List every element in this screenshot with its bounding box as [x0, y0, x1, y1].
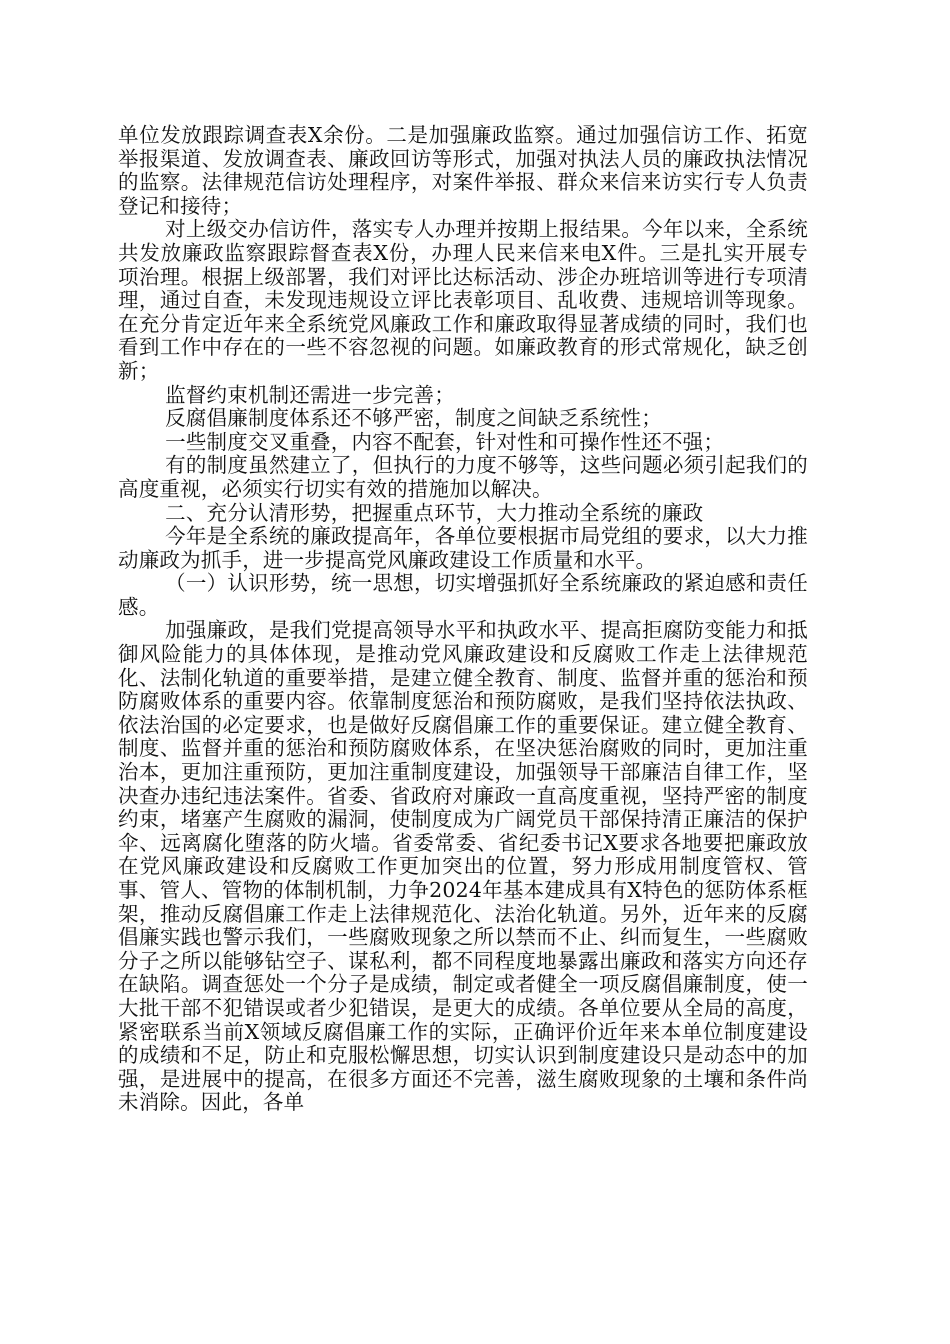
paragraph-3: 监督约束机制还需进一步完善； [165, 382, 455, 407]
paragraph-5: 一些制度交叉重叠，内容不配套，针对性和可操作性还不强； [165, 429, 725, 454]
paragraph-4: 反腐倡廉制度体系还不够严密，制度之间缺乏系统性； [165, 406, 662, 431]
paragraph-1: 单位发放跟踪调查表Ⅹ余份。二是加强廉政监察。通过加强信访工作、拓宽举报渠道、发放调查表、廉政回访等形式，加强对执法人员的廉政执法情况的监察。法律规范信访处理程序，对案件举报、群众来信来访实行专人负责登记和接待； [118, 123, 808, 218]
document-body [118, 124, 808, 1115]
paragraph-8: 加强廉政，是我们党提高领导水平和执政水平、提高拒腐防变能力和抵御风险能力的具体体现，是推动党风廉政建设和反腐败工作走上法律规范化、法制化轨道的重要举措，是建立健全教育、制度、监督并重的惩治和预防腐败体系的重要内容。依靠制度惩治和预防腐败，是我们坚持依法执政、依法治国的必定要求，也是做好反腐倡廉工作的重要保证。建立健全教育、制度、监督并重的惩治和预防腐败体系，在坚决惩治腐败的同时，更加注重治本，更加注重预防，更加注重制度建设，加强领导干部廉洁自律工作，坚决查办违纪违法案件。省委、省政府对廉政一直高度重视，坚持严密的制度约束，堵塞产生腐败的漏洞，使制度成为广阔党员干部保持清正廉洁的保护伞、远离腐化堕落的防火墙。省委常委、省纪委书记Ⅹ要求各地要把廉政放在党风廉政建设和反腐败工作更加突出的位置，努力形成用制度管权、管事、管人、管物的体制机制，力争2024年基本建成具有Ⅹ特色的惩防体系框架，推动反腐倡廉工作走上法律规范化、法治化轨道。另外，近年来的反腐倡廉实践也警示我们，一些腐败现象之所以禁而不止、纠而复生，一些腐败分子之所以能够钻空子、谋私利，都不同程度地暴露出廉政和落实方向还存在缺陷。调查惩处一个分子是成绩，制定或者健全一项反腐倡廉制度，使一大批干部不犯错误或者少犯错误，是更大的成绩。各单位要从全局的高度，紧密联系当前Ⅹ领域反腐倡廉工作的实际，正确评价近年来本单位制度建设的成绩和不足，防止和克服松懈思想，切实认识到制度建设只是动态中的加强，是进展中的提高，在很多方面还不完善，滋生腐败现象的土壤和条件尚未消除。因此，各单 [118, 618, 808, 1115]
paragraph-6: 有的制度虽然建立了，但执行的力度不够等，这些问题必须引起我们的高度重视，必须实行切实有效的措施加以解决。 [118, 453, 808, 501]
subsection-heading: （一）认识形势，统一思想，切实增强抓好全系统廉政的紧迫感和责任感。 [118, 571, 808, 619]
paragraph-2: 对上级交办信访件，落实专人办理并按期上报结果。今年以来，全系统共发放廉政监察跟踪督查表Ⅹ份，办理人民来信来电Ⅹ件。三是扎实开展专项治理。根据上级部署，我们对评比达标活动、涉企办班培训等进行专项清理，通过自查，未发现违规设立评比表彰项目、乱收费、违规培训等现象。在充分肯定近年来全系统党风廉政工作和廉政取得显著成绩的同时，我们也看到工作中存在的一些不容忽视的问题。如廉政教育的形式常规化，缺乏创新； [118, 217, 808, 383]
section-heading: 二、充分认清形势，把握重点环节，大力推动全系统的廉政 [165, 500, 704, 525]
paragraph-7: 今年是全系统的廉政提高年，各单位要根据市局党组的要求，以大力推动廉政为抓手，进一步提高党风廉政建设工作质量和水平。 [118, 524, 808, 572]
